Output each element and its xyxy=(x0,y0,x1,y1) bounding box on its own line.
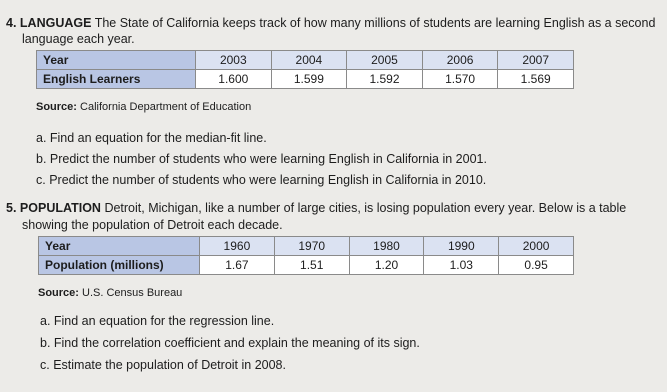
table-header-english-learners: English Learners xyxy=(37,70,196,89)
table-cell-year: 1970 xyxy=(274,237,349,256)
table-cell-value: 1.20 xyxy=(349,256,424,275)
problem-4-source xyxy=(36,101,251,113)
table-cell-year: 2007 xyxy=(498,51,574,70)
table-header-population: Population (millions) xyxy=(39,256,200,275)
problem-5-intro-line2: showing the population of Detroit each decade. xyxy=(22,218,283,232)
problem-4-part-b: b. Predict the number of students who were learning English in California in 2001. xyxy=(36,152,487,166)
source-text: California Department of Education xyxy=(80,101,252,113)
problem-5-intro-line1: Detroit, Michigan, like a number of large cities, is losing population every year. Below is a table xyxy=(104,201,627,215)
table-header-year: Year xyxy=(37,51,196,70)
table-cell-value: 0.95 xyxy=(499,256,574,275)
problem-4-topic: LANGUAGE xyxy=(19,16,92,30)
detroit-population-table xyxy=(38,236,574,275)
problem-5-intro xyxy=(6,201,626,216)
table-row xyxy=(37,70,574,89)
problem-4-part-a: a. Find an equation for the median-fit line. xyxy=(36,131,267,145)
table-cell-value: 1.51 xyxy=(274,256,349,275)
table-cell-value: 1.592 xyxy=(347,70,423,89)
table-cell-value: 1.03 xyxy=(424,256,499,275)
table-header-year: Year xyxy=(39,237,200,256)
problem-4-intro-line1: The State of California keeps track of how many millions of students are learning English as a second xyxy=(94,16,656,30)
table-row xyxy=(37,51,574,70)
problem-5-part-a: a. Find an equation for the regression line. xyxy=(40,314,275,328)
problem-4-number: 4. xyxy=(6,16,17,30)
table-cell-year: 1960 xyxy=(200,237,275,256)
table-cell-year: 2005 xyxy=(347,51,423,70)
problem-5-topic: POPULATION xyxy=(19,201,101,215)
table-cell-year: 2003 xyxy=(196,51,272,70)
english-learners-table xyxy=(36,50,574,89)
problem-5-number: 5. xyxy=(6,201,17,215)
table-cell-value: 1.67 xyxy=(200,256,275,275)
table-cell-value: 1.569 xyxy=(498,70,574,89)
table-cell-year: 1980 xyxy=(349,237,424,256)
problem-5-part-c: c. Estimate the population of Detroit in 2008. xyxy=(40,358,286,372)
table-row xyxy=(39,237,574,256)
problem-5-part-b: b. Find the correlation coefficient and explain the meaning of its sign. xyxy=(40,336,420,350)
problem-4-part-c: c. Predict the number of students who were learning English in California in 2010. xyxy=(36,173,487,187)
table-row xyxy=(39,256,574,275)
source-label: Source: xyxy=(38,287,79,299)
table-cell-value: 1.600 xyxy=(196,70,272,89)
problem-5-source xyxy=(38,287,182,299)
source-text: U.S. Census Bureau xyxy=(82,287,183,299)
table-cell-year: 2006 xyxy=(422,51,498,70)
problem-4-intro xyxy=(6,16,655,31)
problem-4-intro-line2: language each year. xyxy=(22,32,135,46)
source-label: Source: xyxy=(36,101,77,113)
table-cell-value: 1.599 xyxy=(271,70,347,89)
table-cell-year: 2004 xyxy=(271,51,347,70)
table-cell-value: 1.570 xyxy=(422,70,498,89)
table-cell-year: 1990 xyxy=(424,237,499,256)
table-cell-year: 2000 xyxy=(499,237,574,256)
